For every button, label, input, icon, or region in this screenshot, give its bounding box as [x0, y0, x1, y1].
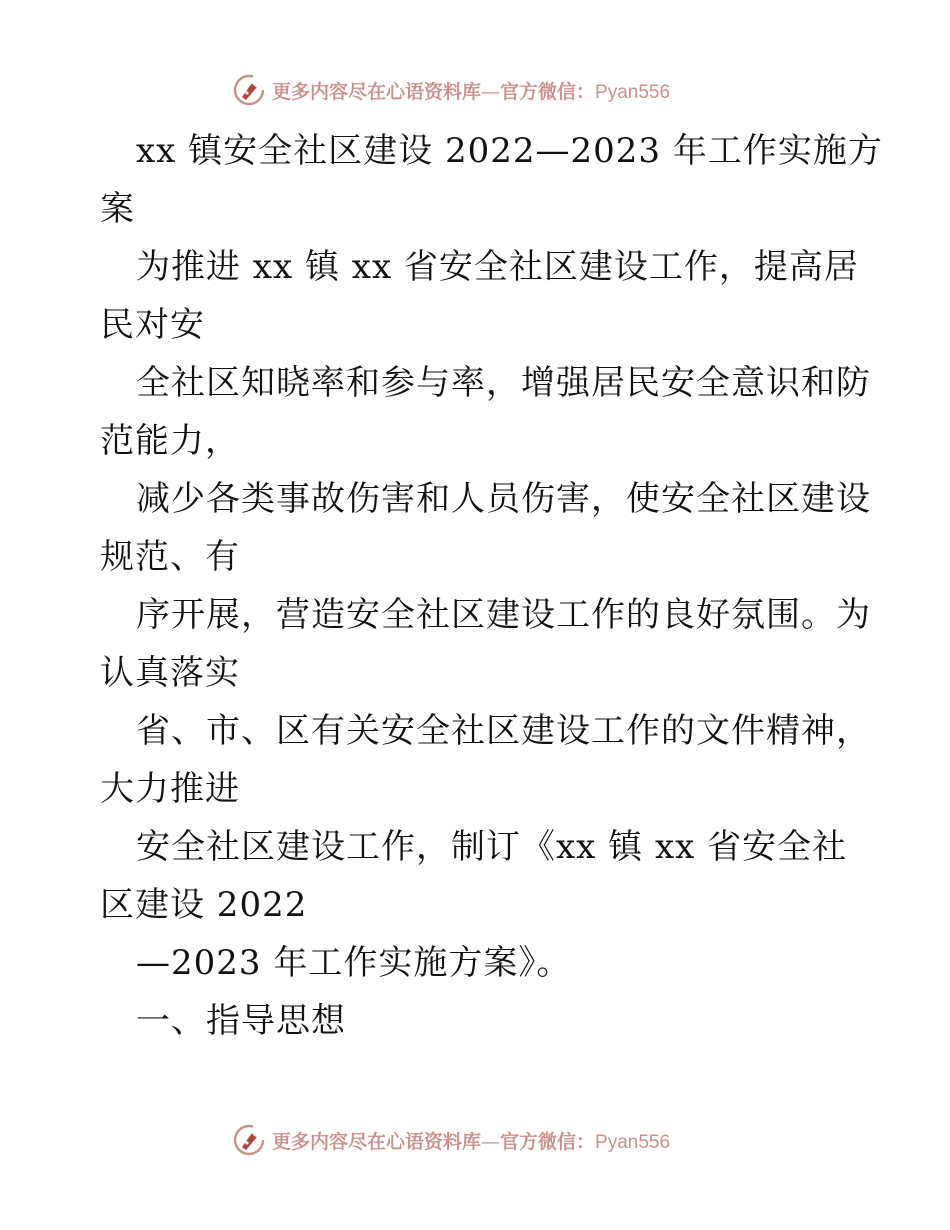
watermark-site-name: 更多内容尽在心语资料库 [272, 80, 482, 103]
paragraph-line: 大力推进 [100, 769, 240, 809]
watermark-wechat-label: 官方微信： [500, 80, 596, 103]
paragraph-line: —2023 年工作实施方案》。 [136, 943, 572, 983]
paragraph-line: 范能力， [100, 421, 240, 461]
header-watermark [232, 72, 670, 108]
watermark-wechat-label: 官方微信： [500, 1130, 596, 1153]
paragraph-line: 认真落实 [100, 653, 240, 693]
section-heading: 一、指导思想 [136, 1001, 346, 1041]
paragraph-line: 全社区知晓率和参与率，增强居民安全意识和防 [136, 363, 871, 403]
footer-watermark [232, 1122, 670, 1158]
document-body [100, 122, 883, 1050]
watermark-separator: — [481, 1130, 501, 1153]
paragraph-line: 减少各类事故伤害和人员伤害，使安全社区建设 [136, 479, 871, 519]
title-line-2: 案 [100, 189, 135, 229]
pen-nib-logo-icon [232, 73, 266, 107]
pen-nib-logo-icon [232, 1123, 266, 1157]
paragraph-line: 省、市、区有关安全社区建设工作的文件精神， [136, 711, 871, 751]
watermark-wechat-id: Pyan556 [595, 81, 671, 103]
title-line-1: xx 镇安全社区建设 2022—2023 年工作实施方 [136, 131, 883, 171]
watermark-text [272, 1127, 670, 1154]
watermark-wechat-id: Pyan556 [595, 1131, 671, 1153]
paragraph-line: 为推进 xx 镇 xx 省安全社区建设工作，提高居 [136, 247, 859, 287]
watermark-site-name: 更多内容尽在心语资料库 [272, 1130, 482, 1153]
paragraph-line: 规范、有 [100, 537, 240, 577]
paragraph-line: 区建设 2022 [100, 885, 308, 925]
paragraph-line: 序开展，营造安全社区建设工作的良好氛围。为 [136, 595, 871, 635]
paragraph-line: 民对安 [100, 305, 205, 345]
watermark-text [272, 77, 670, 104]
watermark-separator: — [481, 80, 501, 103]
paragraph-line: 安全社区建设工作，制订《xx 镇 xx 省安全社 [136, 827, 848, 867]
